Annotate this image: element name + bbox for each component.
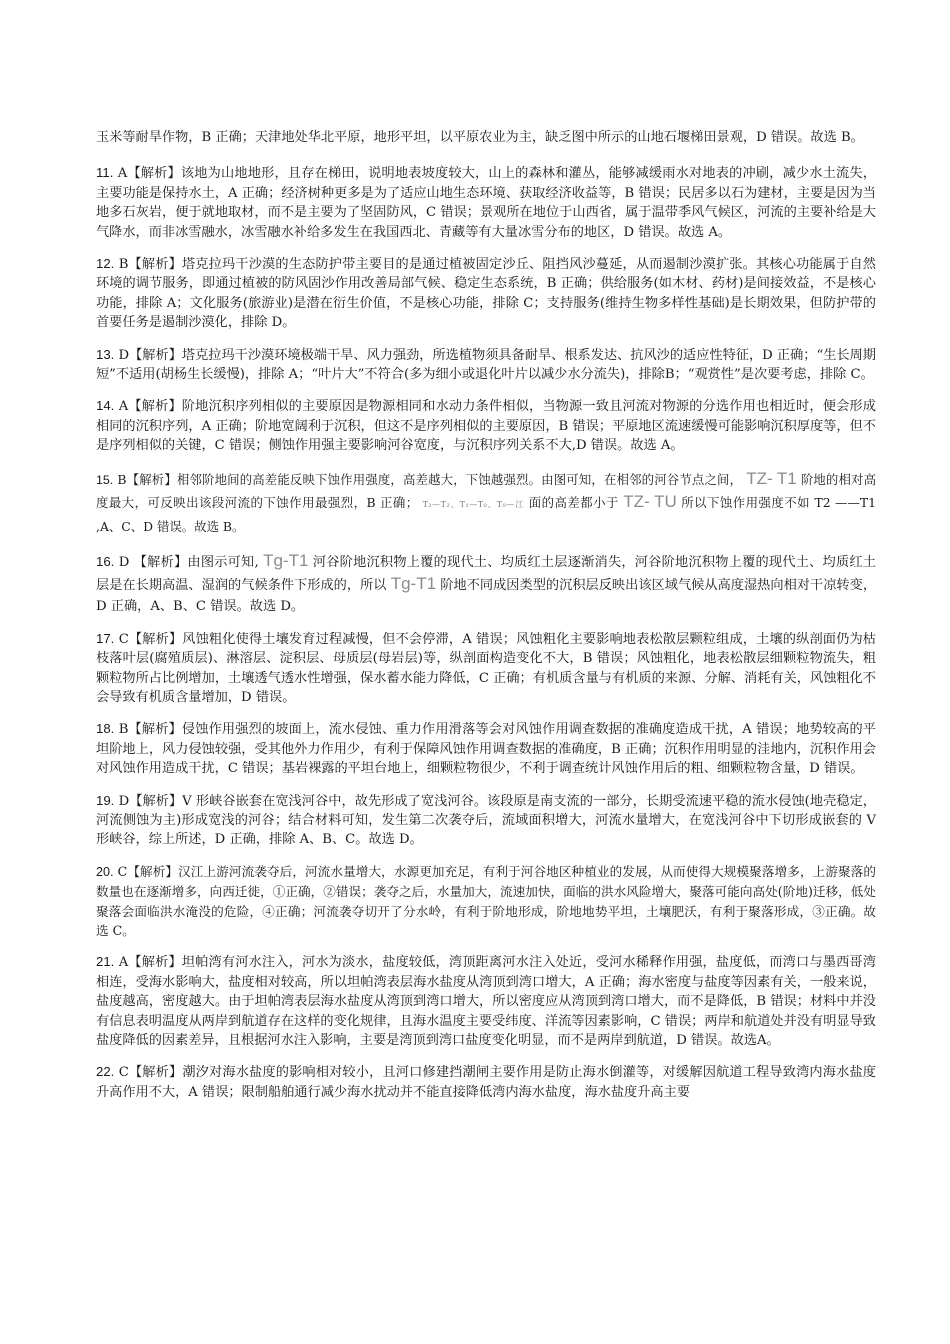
answer-item-20 [96, 862, 876, 941]
item-number: 12. [96, 256, 115, 272]
item-text-part2: 阶地的相对高度最大，可反映出该段河流的下蚀作用最强烈，B 正确； [96, 471, 877, 510]
formula-mark: Tg-T1 [263, 550, 309, 570]
item-text: B【解析】侵蚀作用强烈的坡面上，流水侵蚀、重力作用滑落等会对风蚀作用调查数据的准确度造成干扰，A 错误；地势较高的平坦阶地上，风力侵蚀较强，受其他外力作用少，有利于保障风蚀作用调查数据的准确度，B 正确；沉积作用明显的洼地内，沉积作用会对风蚀作用造成干扰，C 错误；基岩裸露的平坦台地上，细颗粒物很少，不利于调查统计风蚀作用后的粗、细颗粒物含量，D 错误。 [96, 722, 876, 777]
item-text: D【解析】V 形峡谷嵌套在宽浅河谷中，故先形成了宽浅河谷。该段原是南支流的一部分，长期受流速平稳的流水侵蚀(地壳稳定，河流侧蚀为主)形成宽浅的河谷；结合材料可知，发生第二次袭夺后，流域面积增大，河流水量增大，在宽浅河谷中下切形成嵌套的 V 形峡谷，综上所述，D 正确，排除 A、B、C。故选 D。 [96, 793, 876, 848]
formula-inline: T₂—T₂、T₁—T₀、T₀—江 [422, 499, 525, 509]
item-text: D【解析】塔克拉玛干沙漠环境极端干旱、风力强劲，所选植物须具备耐旱、根系发达、抗风沙的适应性特征，D 正确；“生长周期短”不适用(胡杨生长缓慢)，排除 A；“叶片大”不符合(多为细小或退化叶片以减少水分流失)，排除B；“观赏性”是次要考虑，排除 C。 [96, 347, 876, 383]
item-text-part3: 面的高差都小于 [528, 494, 619, 510]
item-text-part1: D 【解析】由图示可知, [118, 554, 259, 570]
item-number: 21. [96, 954, 115, 970]
answer-page [96, 128, 876, 1114]
item-number: 17. [96, 630, 115, 646]
answer-item-16 [96, 550, 876, 617]
item-text-part2: 河谷阶地沉积物上覆的现代土、均质红土层逐渐消失，河谷阶地沉积物上覆的现代土、均质红土层是在长期高温、湿润的气候条件下形成的，所以 [96, 554, 876, 593]
answer-item-14 [96, 396, 876, 455]
item-number: 20. [96, 864, 114, 879]
answer-item-21 [96, 952, 876, 1050]
answer-item-22 [96, 1062, 876, 1102]
answer-item-18 [96, 719, 876, 778]
item-text-part4: 所以下蚀作用强度不如 T2 ——T1 ,A、C、D 错误。故选 B。 [96, 494, 876, 534]
item-number: 22. [96, 1064, 115, 1080]
answer-item-17 [96, 629, 876, 708]
formula-mark: Tg-T1 [390, 573, 437, 593]
answer-item-15 [96, 468, 876, 538]
intro-paragraph: 玉米等耐旱作物，B 正确；天津地处华北平原，地形平坦，以平原农业为主，缺乏图中所示的山地石堰梯田景观，D 错误。故选 B。 [96, 130, 864, 145]
formula-mark: T1 [776, 468, 797, 488]
answer-item-12 [96, 254, 876, 333]
item-number: 18. [96, 721, 115, 737]
formula-mark: TU [654, 491, 677, 511]
item-number: 15. [96, 472, 114, 487]
item-number: 11. [96, 165, 114, 181]
item-number: 16. [96, 553, 115, 569]
answer-item-13 [96, 345, 876, 385]
item-text: A【解析】该地为山地地形，且存在梯田，说明地表坡度较大，山上的森林和灌丛，能够减缓雨水对地表的冲刷，减少水土流失，主要功能是保持水土，A 正确；经济树种更多是为了适应山地生态环境、获取经济收益等，B 错误；民居多以石为建材，主要是因为当地多石灰岩，便于就地取材，而不是主要为了坚固防风，C 错误；景观所在地位于山西省，属于温带季风气候区，河流的主要补给是大气降水，而非冰雪融水，冰雪融水补给多发生在我国西北、青藏等有大量冰雪分布的地区，D 错误。故选 A。 [96, 166, 876, 240]
item-text: C【解析】潮汐对海水盐度的影响相对较小，且河口修建挡潮闸主要作用是防止海水倒灌等，对缓解因航道工程导致湾内海水盐度升高作用不大，A 错误；限制船舶通行减少海水扰动并不能直接降低湾内海水盐度，海水盐度升高主要 [96, 1065, 876, 1100]
item-text: C【解析】汉江上游河流袭夺后，河流水量增大，水源更加充足，有利于河谷地区种植业的发展，从而使得大规模聚落增多，上游聚落的数量也在逐渐增多，向西迁徙，①正确，②错误；袭夺之后，水量加大，流速加快，面临的洪水风险增大，聚落可能向高处(阶地)迁移，低处聚落会面临洪水淹没的危险，④正确；河流袭夺切开了分水岭，有利于阶地形成，阶地地势平坦，土壤肥沃，有利于聚落形成，③正确。故选 C。 [96, 863, 876, 938]
answer-item-11 [96, 163, 876, 242]
item-text-part3: 阶地不同成因类型的沉积层反映出该区域气候从高度湿热向相对干凉转变，D 正确，A、B、C 错误。故选 D。 [96, 577, 877, 614]
formula-mark: TZ- [623, 491, 650, 511]
item-text: A【解析】坦帕湾有河水注入，河水为淡水，盐度较低，湾顶距离河水注入处近，受河水稀释作用强，盐度低，而湾口与墨西哥湾相连，受海水影响大，盐度相对较高，所以坦帕湾表层海水盐度从湾顶到湾口增大，A 正确；海水密度与盐度等因素有关，一般来说，盐度越高，密度越大。由于坦帕湾表层海水盐度从湾顶到湾口增大，所以密度应从湾顶到湾口增大，而不是降低，B 错误；材料中并没有信息表明温度从两岸到航道存在这样的变化规律，且海水温度主要受纬度、洋流等因素影响，C 错误；两岸和航道处并没有明显导致盐度降低的因素差异，且根据河水注入影响，主要是湾顶到湾口盐度变化明显，而不是两岸到航道，D 错误。故选A。 [96, 955, 876, 1048]
answer-item-19 [96, 791, 876, 850]
item-number: 14. [96, 398, 115, 414]
item-text: C【解析】风蚀粗化使得土壤发育过程减慢，但不会停滞，A 错误；风蚀粗化主要影响地表松散层颗粒组成，土壤的纵剖面仍为枯枝落叶层(腐殖质层)、淋溶层、淀积层、母质层(母岩层)等，纵剖面构造变化不大，B 错误；风蚀粗化，地表松散层细颗粒物流失，粗颗粒物所占比例增加，土壤透气透水性增强，保水蓄水能力降低，C 正确；有机质含量与有机质的来源、分解、消耗有关，风蚀粗化不会导致有机质含量增加，D 错误。 [96, 631, 876, 705]
item-number: 19. [96, 792, 115, 808]
formula-mark: TZ- [746, 468, 773, 488]
item-text: A【解析】阶地沉积序列相似的主要原因是物源相同和水动力条件相似，当物源一致且河流对物源的分选作用也相近时，便会形成相同的沉积序列，A 正确；阶地宽阔利于沉积，但这不是序列相似的主要原因，B 错误；平原地区流速缓慢可能影响沉积厚度等，但不是序列相似的关键，C 错误；侧蚀作用强主要影响河谷宽度，与沉积序列关系不大,D 错误。故选 A。 [96, 399, 876, 454]
item-text-part1: B【解析】相邻阶地间的高差能反映下蚀作用强度，高差越大，下蚀越强烈。由图可知，在相邻的河谷节点之间， [117, 471, 743, 487]
item-text: B【解析】塔克拉玛干沙漠的生态防护带主要目的是通过植被固定沙丘、阻挡风沙蔓延，从而遏制沙漠扩张。其核心功能属于自然环境的调节服务，即通过植被的防风固沙作用改善局部气候、稳定生态系统，B 正确；供给服务(如木材、药材)是间接效益，不是核心功能，排除 A；文化服务(旅游业)是潜在衍生价值，不是核心功能，排除 C；支持服务(维持生物多样性基础)是长期效果，但防护带的首要任务是遏制沙漠化，排除 D。 [96, 257, 876, 331]
item-number: 13. [96, 346, 115, 362]
